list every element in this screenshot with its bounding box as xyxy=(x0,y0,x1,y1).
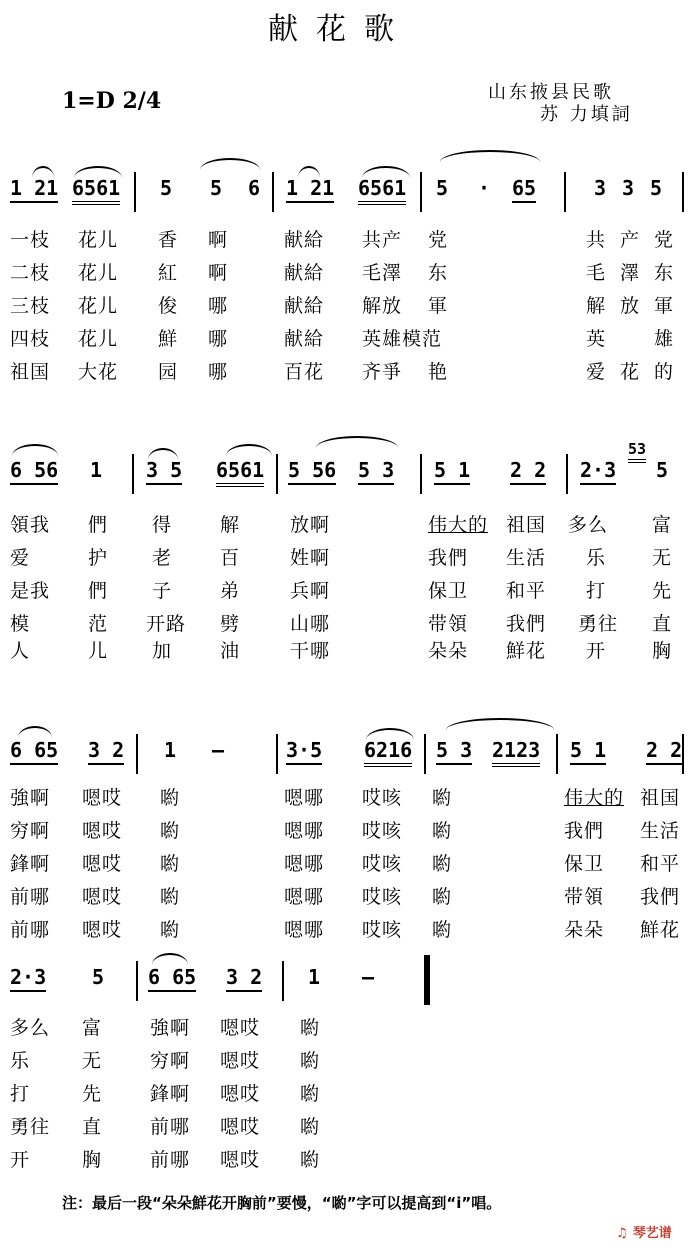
lyric: 无 xyxy=(82,1050,103,1072)
lyric: 嗯哪 xyxy=(284,787,325,809)
lyric: 鮮花 xyxy=(506,640,547,662)
lyric: 儿 xyxy=(88,640,109,662)
lyric: 喲 xyxy=(300,1149,321,1171)
lyric: 鮮 xyxy=(158,328,179,350)
bar-line xyxy=(420,454,422,494)
lyric: 二枝 xyxy=(10,262,51,284)
lyric: 喲 xyxy=(300,1083,321,1105)
lyric: 伟大的 xyxy=(428,514,489,536)
note: 1 xyxy=(308,965,321,989)
lyric: 嗯哎 xyxy=(82,787,123,809)
lyric: 們 xyxy=(88,514,109,536)
lyric: 鮮花 xyxy=(640,919,681,941)
lyric: 放啊 xyxy=(290,514,331,536)
lyric: 花儿 xyxy=(78,262,119,284)
lyric: 共 xyxy=(586,229,607,251)
bar-line xyxy=(682,734,684,774)
lyric: 勇往 xyxy=(578,613,619,635)
lyric: 打 xyxy=(10,1083,31,1105)
lyric: 花儿 xyxy=(78,328,119,350)
lyric: 多么 xyxy=(568,514,609,536)
notation-line xyxy=(0,176,690,210)
lyric: 生活 xyxy=(506,547,547,569)
final-barline xyxy=(424,955,430,1005)
lyrics-verse-5 xyxy=(0,1145,690,1171)
notation-line xyxy=(0,440,690,492)
lyric: 領我 xyxy=(10,514,51,536)
lyric: 喲 xyxy=(300,1050,321,1072)
lyric: 范 xyxy=(88,613,109,635)
note: 5 1 xyxy=(434,458,470,485)
lyric: 艳 xyxy=(428,361,449,383)
lyric: 喲 xyxy=(432,919,453,941)
lyric: 嗯哪 xyxy=(284,853,325,875)
lyrics-verse-2 xyxy=(0,258,690,284)
lyric: 嗯哎 xyxy=(220,1050,261,1072)
lyric: 献給 xyxy=(284,262,325,284)
note: 2·3 xyxy=(10,965,46,992)
lyric: 乐 xyxy=(586,547,607,569)
lyric: 子 xyxy=(152,580,173,602)
lyric: 保卫 xyxy=(428,580,469,602)
bar-line xyxy=(136,734,138,774)
lyric: 山哪 xyxy=(290,613,331,635)
lyric: 嗯哎 xyxy=(220,1149,261,1171)
lyric: 生活 xyxy=(640,820,681,842)
note: 5 xyxy=(92,965,105,989)
lyric: 哎咳 xyxy=(362,919,403,941)
key-signature: 1=D 2/4 xyxy=(62,88,162,114)
lyric: 毛澤 xyxy=(362,262,403,284)
lyric: 和平 xyxy=(506,580,547,602)
lyric: 強啊 xyxy=(150,1017,191,1039)
note: 6 65 xyxy=(148,965,196,992)
lyric: 我們 xyxy=(506,613,547,635)
lyric: 喲 xyxy=(160,886,181,908)
lyric: 油 xyxy=(220,640,241,662)
lyric: 喲 xyxy=(300,1116,321,1138)
lyric: 朵朵 xyxy=(564,919,605,941)
lyric: 澤 xyxy=(620,262,641,284)
note: 2·3 xyxy=(580,458,616,485)
lyric: 先 xyxy=(652,580,673,602)
lyric: 雄 xyxy=(654,328,675,350)
lyric: 四枝 xyxy=(10,328,51,350)
lyric: 开 xyxy=(586,640,607,662)
lyric: 党 xyxy=(654,229,675,251)
lyric: 俊 xyxy=(158,295,179,317)
lyric: 献給 xyxy=(284,229,325,251)
lyrics-verse-4 xyxy=(0,882,690,908)
lyric: 百花 xyxy=(284,361,325,383)
lyric: 和平 xyxy=(640,853,681,875)
lyric: 喲 xyxy=(160,787,181,809)
lyric: 东 xyxy=(428,262,449,284)
lyric: 齐爭 xyxy=(362,361,403,383)
lyric: 开路 xyxy=(146,613,187,635)
note: 5 xyxy=(656,458,669,482)
lyric: 祖国 xyxy=(640,787,681,809)
lyric: 打 xyxy=(586,580,607,602)
lyric: 們 xyxy=(88,580,109,602)
lyric: 直 xyxy=(652,613,673,635)
logo-text: 琴艺谱 xyxy=(632,1226,672,1241)
note: 5 xyxy=(650,176,663,200)
lyric: 我們 xyxy=(640,886,681,908)
lyric: 喲 xyxy=(432,787,453,809)
note: 1 21 xyxy=(10,176,58,203)
bar-line xyxy=(132,454,134,494)
note: 3 2 xyxy=(88,738,124,765)
lyric: 英雄模范 xyxy=(362,328,443,350)
note: 3·5 xyxy=(286,738,322,765)
lyric: 共产 xyxy=(362,229,403,251)
lyric: 产 xyxy=(620,229,641,251)
note: 1 21 xyxy=(286,176,334,203)
lyric: 哎咳 xyxy=(362,820,403,842)
lyric: 花儿 xyxy=(78,229,119,251)
lyric: 解放 xyxy=(362,295,403,317)
lyric: 富 xyxy=(82,1017,103,1039)
note: 1 xyxy=(90,458,103,482)
lyric: 伟大的 xyxy=(564,787,625,809)
note: — xyxy=(362,965,375,989)
bar-line xyxy=(134,172,136,212)
lyric: 嗯哪 xyxy=(284,820,325,842)
note: 1 xyxy=(164,738,177,762)
lyric: 啊 xyxy=(208,262,229,284)
lyric: 多么 xyxy=(10,1017,51,1039)
lyric: 爱 xyxy=(10,547,31,569)
lyric: 英 xyxy=(586,328,607,350)
lyric: 无 xyxy=(652,547,673,569)
lyric: 穷啊 xyxy=(10,820,51,842)
note: — xyxy=(212,738,225,762)
lyric: 模 xyxy=(10,613,31,635)
lyric: 东 xyxy=(654,262,675,284)
lyric: 三枝 xyxy=(10,295,51,317)
bar-line xyxy=(276,454,278,494)
lyrics-verse-1 xyxy=(0,225,690,251)
lyric: 香 xyxy=(158,229,179,251)
lyrics-verse-4 xyxy=(0,324,690,350)
notation-line xyxy=(0,738,690,772)
note: 3 5 xyxy=(146,458,182,485)
lyric: 哎咳 xyxy=(362,853,403,875)
lyric: 我們 xyxy=(428,547,469,569)
note: 6 65 xyxy=(10,738,58,765)
bar-line xyxy=(272,172,274,212)
lyric: 胸 xyxy=(82,1149,103,1171)
note: 6 56 xyxy=(10,458,58,485)
page-title: 献花歌 xyxy=(268,12,412,47)
lyric: 祖国 xyxy=(10,361,51,383)
footnote: 注：最后一段“朵朵鮮花开胸前”要慢，“喲”字可以提高到“i”唱。 xyxy=(62,1194,502,1212)
lyric: 姓啊 xyxy=(290,547,331,569)
lyric: 嗯哎 xyxy=(220,1116,261,1138)
note: 65 xyxy=(512,176,536,203)
lyric: 加 xyxy=(152,640,173,662)
lyric: 花 xyxy=(620,361,641,383)
note: 6216 xyxy=(364,738,412,767)
lyric: 喲 xyxy=(300,1017,321,1039)
note: 5 1 xyxy=(570,738,606,765)
lyrics-verse-3 xyxy=(0,849,690,875)
lyrics-verse-5 xyxy=(0,636,690,662)
lyrics-verse-3 xyxy=(0,1079,690,1105)
lyric: 大花 xyxy=(78,361,119,383)
lyrics-verse-4 xyxy=(0,609,690,635)
lyric: 保卫 xyxy=(564,853,605,875)
lyric: 护 xyxy=(88,547,109,569)
bar-line xyxy=(564,172,566,212)
note-icon: ♫ xyxy=(616,1226,628,1241)
lyric: 前哪 xyxy=(150,1149,191,1171)
bar-line xyxy=(136,961,138,1001)
bar-line xyxy=(682,172,684,212)
note: 5 xyxy=(436,176,449,200)
lyric: 哪 xyxy=(208,361,229,383)
lyric: 穷啊 xyxy=(150,1050,191,1072)
lyric: 前哪 xyxy=(10,919,51,941)
lyric: 带領 xyxy=(564,886,605,908)
lyrics-verse-4 xyxy=(0,1112,690,1138)
lyric: 軍 xyxy=(428,295,449,317)
lyric: 哪 xyxy=(208,295,229,317)
lyric: 喲 xyxy=(160,919,181,941)
lyric: 啊 xyxy=(208,229,229,251)
lyric: 劈 xyxy=(220,613,241,635)
lyric: 嗯哎 xyxy=(220,1083,261,1105)
lyric: 喲 xyxy=(160,853,181,875)
notation-line xyxy=(0,965,690,999)
lyric: 嗯哎 xyxy=(82,919,123,941)
lyric: 解 xyxy=(220,514,241,536)
note: 5 xyxy=(160,176,173,200)
lyrics-verse-3 xyxy=(0,291,690,317)
lyric: 胸 xyxy=(652,640,673,662)
lyric: 干哪 xyxy=(290,640,331,662)
note: 6 xyxy=(248,176,261,200)
note: 5 3 xyxy=(436,738,472,765)
lyric: 朵朵 xyxy=(428,640,469,662)
bar-line xyxy=(424,734,426,774)
note: 5 xyxy=(210,176,223,200)
lyrics-verse-1 xyxy=(0,783,690,809)
note: · xyxy=(478,176,491,200)
lyrics-verse-2 xyxy=(0,543,690,569)
lyrics-verse-2 xyxy=(0,816,690,842)
bar-line xyxy=(276,734,278,774)
lyric: 先 xyxy=(82,1083,103,1105)
lyric: 嗯哎 xyxy=(82,853,123,875)
lyric: 百 xyxy=(220,547,241,569)
note: 2 2 xyxy=(510,458,546,485)
lyric: 老 xyxy=(152,547,173,569)
lyric: 一枝 xyxy=(10,229,51,251)
lyric: 的 xyxy=(654,361,675,383)
lyric: 爱 xyxy=(586,361,607,383)
bar-line xyxy=(420,172,422,212)
lyric: 富 xyxy=(652,514,673,536)
lyric: 花儿 xyxy=(78,295,119,317)
site-logo xyxy=(616,1222,672,1241)
lyric: 献給 xyxy=(284,295,325,317)
lyric: 嗯哎 xyxy=(82,886,123,908)
lyric: 哎咳 xyxy=(362,886,403,908)
note: 6561 xyxy=(358,176,406,205)
source-credit: 山东掖县民歌 xyxy=(488,82,614,103)
lyrics-verse-2 xyxy=(0,1046,690,1072)
lyric: 喲 xyxy=(432,853,453,875)
lyric: 得 xyxy=(152,514,173,536)
lyric: 人 xyxy=(10,640,31,662)
lyricist-credit: 苏 力填詞 xyxy=(540,104,633,125)
lyric: 直 xyxy=(82,1116,103,1138)
note: 5 3 xyxy=(358,458,394,485)
lyric: 哎咳 xyxy=(362,787,403,809)
lyric: 弟 xyxy=(220,580,241,602)
lyrics-verse-5 xyxy=(0,357,690,383)
lyric: 紅 xyxy=(158,262,179,284)
lyric: 嗯哎 xyxy=(220,1017,261,1039)
lyric: 党 xyxy=(428,229,449,251)
lyrics-verse-1 xyxy=(0,510,690,536)
bar-line xyxy=(282,961,284,1001)
lyric: 带領 xyxy=(428,613,469,635)
lyric: 嗯哪 xyxy=(284,919,325,941)
note: 3 xyxy=(594,176,607,200)
lyric: 嗯哎 xyxy=(82,820,123,842)
bar-line xyxy=(556,734,558,774)
note: 2123 xyxy=(492,738,540,767)
bar-line xyxy=(566,454,568,494)
lyric: 毛 xyxy=(586,262,607,284)
grace-note: 53 xyxy=(628,440,646,463)
lyric: 哪 xyxy=(208,328,229,350)
lyric: 园 xyxy=(158,361,179,383)
lyric: 前哪 xyxy=(150,1116,191,1138)
lyrics-verse-5 xyxy=(0,915,690,941)
lyric: 兵啊 xyxy=(290,580,331,602)
lyric: 是我 xyxy=(10,580,51,602)
lyric: 放 xyxy=(620,295,641,317)
lyric: 前哪 xyxy=(10,886,51,908)
lyric: 鋒啊 xyxy=(10,853,51,875)
lyric: 軍 xyxy=(654,295,675,317)
lyric: 乐 xyxy=(10,1050,31,1072)
lyric: 喲 xyxy=(160,820,181,842)
note: 6561 xyxy=(216,458,264,487)
lyrics-verse-3 xyxy=(0,576,690,602)
lyrics-verse-1 xyxy=(0,1013,690,1039)
lyric: 我們 xyxy=(564,820,605,842)
note: 6561 xyxy=(72,176,120,205)
note: 2 2 xyxy=(646,738,682,765)
lyric: 开 xyxy=(10,1149,31,1171)
lyric: 喲 xyxy=(432,886,453,908)
lyric: 喲 xyxy=(432,820,453,842)
lyric: 強啊 xyxy=(10,787,51,809)
note: 3 xyxy=(622,176,635,200)
lyric: 解 xyxy=(586,295,607,317)
lyric: 鋒啊 xyxy=(150,1083,191,1105)
lyric: 嗯哪 xyxy=(284,886,325,908)
lyric: 勇往 xyxy=(10,1116,51,1138)
note: 5 56 xyxy=(288,458,336,485)
lyric: 祖国 xyxy=(506,514,547,536)
note: 3 2 xyxy=(226,965,262,992)
lyric: 献給 xyxy=(284,328,325,350)
